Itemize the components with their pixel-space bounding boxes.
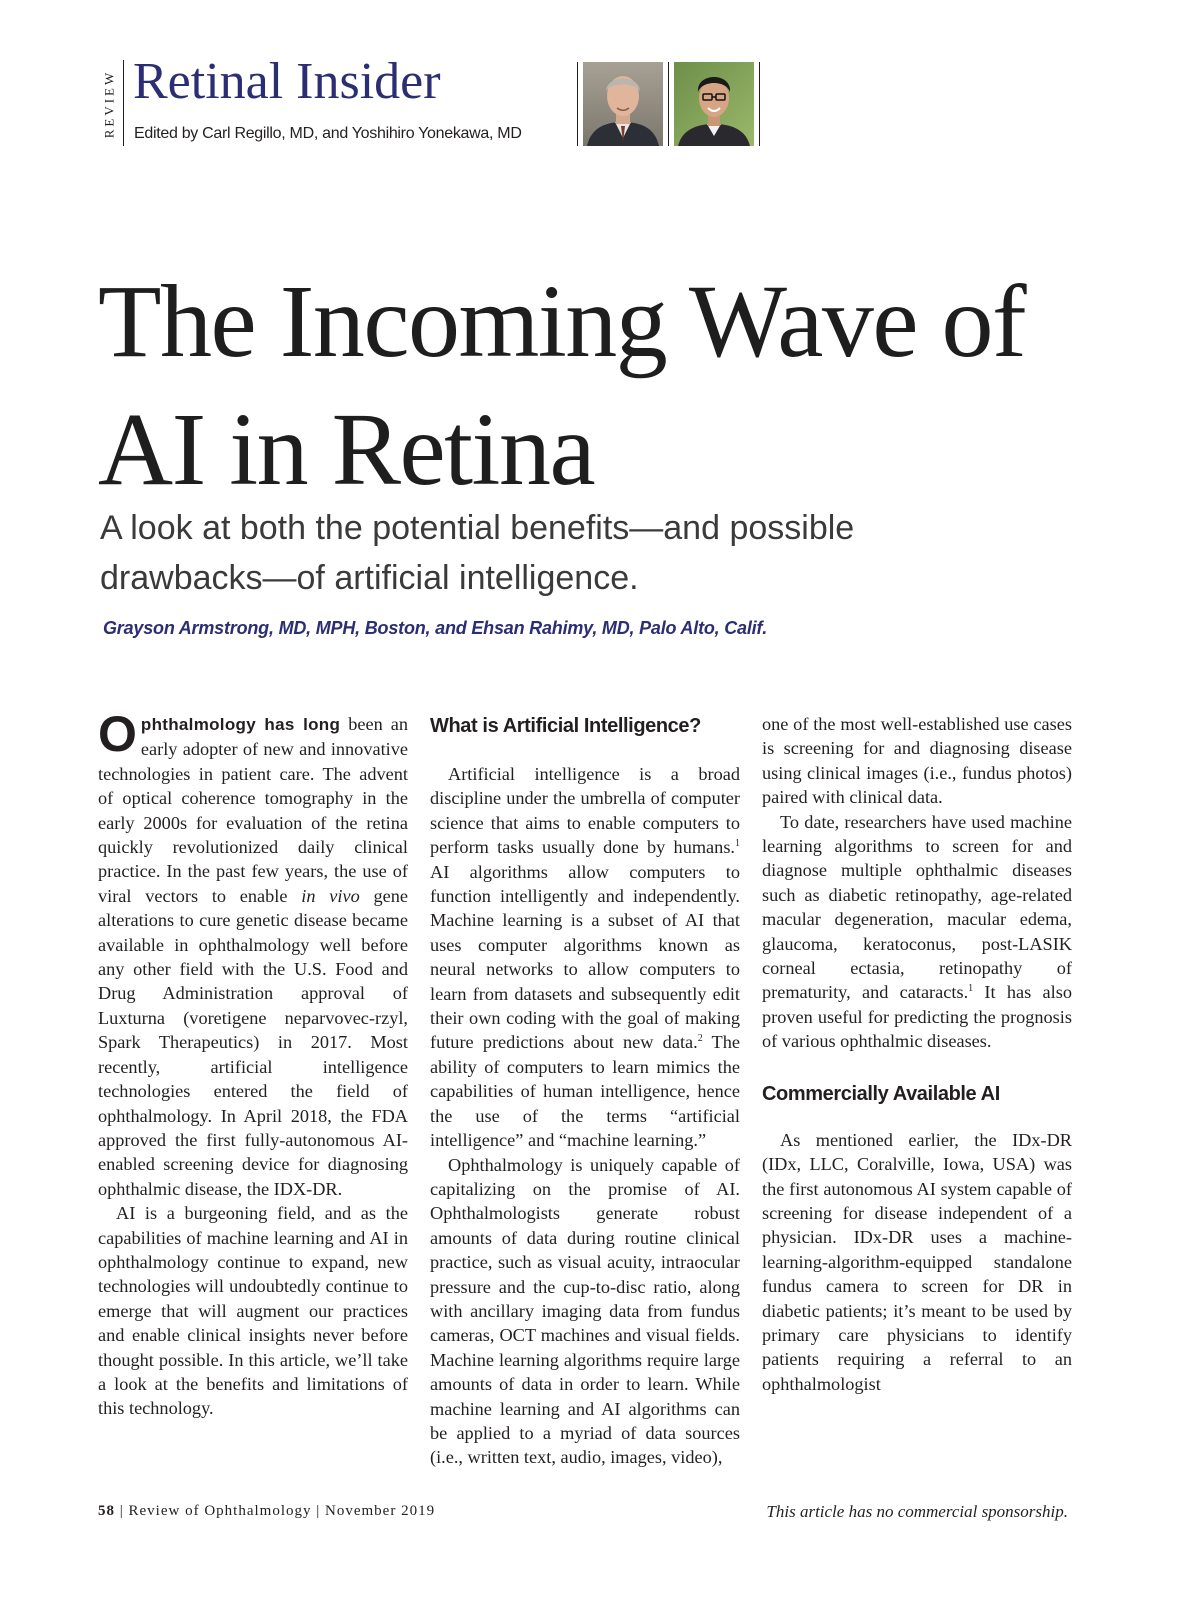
article-title [98, 258, 1098, 514]
paragraph [430, 762, 740, 1153]
lead-in: phthalmology has long [140, 715, 341, 734]
page-number: 58 [98, 1503, 115, 1519]
drop-cap: O [98, 706, 137, 762]
editor-portrait-1 [583, 62, 663, 146]
department-title: Retinal Insider [133, 53, 441, 110]
article-deck [100, 503, 980, 603]
title-line-1: The Incoming Wave of [98, 264, 1026, 379]
section-label-text: REVIEW [101, 69, 117, 139]
body-column-2 [430, 712, 740, 1470]
deck-line-1: A look at both the potential benefits—and possible [100, 509, 855, 547]
section-label [100, 62, 118, 146]
paragraph-text: Ophthalmology is uniquely capable of capitalizing on the promise of AI. Ophthalmologists generate robust amounts of data during routine clinical practice, such as visual acuity, intraocular pressure and the cup-to-disc ratio, along with ancillary imaging data from fundus cameras, OCT machines and visual fields. Machine learning algorithms require large amounts of data in order to learn. While machine learning and AI algorithms can be applied to a myriad of data sources (i.e., written text, audio, images, video), [430, 1154, 740, 1468]
subhead-commercially-available-ai: Commercially Available AI [762, 1082, 1000, 1105]
editor-portrait-2 [674, 62, 754, 146]
paragraph-continued: one of the most well-established use cases is screening for and diagnosing disease using clinical images (i.e., fundus photos) paired with clinical data. [762, 714, 1072, 808]
paragraph-text: To date, researchers have used machine learning algorithms to screen for and diagnose multiple ophthalmic diseases such as diabetic retinopathy, age-related macular degeneration, macular edema, glaucoma, keratoconus, post-LASIK corneal ectasia, retinopathy of prematurity, and cataracts. [762, 811, 1072, 1003]
publication-name: Review of Ophthalmology [128, 1503, 312, 1519]
paragraph-text: gene alterations to cure genetic disease became available in ophthalmology well before any other field with the U.S. Food and Drug Administration approval of Luxturna (voretigene neparvovec-rzyl, Spark Therapeutics) in 2017. Most recently, artificial intelligence technologies entered the field of ophthalmology. In April 2018, the FDA approved the first fully-autonomous AI-enabled screening device for diagnosing ophthalmic disease, the IDX-DR. [98, 885, 408, 1199]
body-column-1 [98, 706, 409, 1421]
paragraph-flow [430, 1153, 740, 1470]
paragraph: As mentioned earlier, the IDx-DR (IDx, LLC, Coralville, Iowa, USA) was the first autonomous AI system capable of screening for disease independent of a physician. IDx-DR uses a machine-learning-algorithm-equipped standalone fundus camera to screen for DR in diabetic patients; it’s meant to be used by primary care physicians to identify patients requiring a referral to an ophthalmologist [762, 1129, 1072, 1394]
sponsorship-note: This article has no commercial sponsorship. [766, 1502, 1068, 1521]
photo-divider [668, 62, 669, 146]
paragraph [762, 810, 1072, 1054]
paragraph-text: AI algorithms allow computers to function intelligently and independently. Machine learning is a subset of AI that uses computer algorithms known as neural networks to allow computers to learn from datasets and subsequently edit their own coding with the goal of making future predictions about new data. [430, 861, 740, 1053]
issue-date: November 2019 [325, 1503, 436, 1519]
photo-divider [759, 62, 760, 146]
reference-marker: 1 [735, 838, 740, 850]
editors-credit: Edited by Carl Regillo, MD, and Yoshihiro Yonekawa, MD [134, 125, 522, 142]
header-divider [123, 60, 124, 146]
subhead-what-is-ai: What is Artificial Intelligence? [430, 715, 701, 737]
reference-marker: 1 [968, 983, 974, 995]
paragraph-text: It has also proven useful for predicting the prognosis of various ophthalmic diseases. [762, 982, 1072, 1052]
paragraph: AI is a burgeoning field, and as the capabilities of machine learning and AI in ophthalmology continue to expand, new technologies will undoubtedly continue to emerge that will augment our practices and enable clinical insights never before thought possible. In this article, we’ll take a look at the benefits and limitations of this technology. [98, 1203, 408, 1419]
title-line-2: AI in Retina [98, 392, 595, 507]
page-folio: 58 | Review of Ophthalmology | November 2019 [98, 1503, 436, 1519]
paragraph-text: The ability of computers to learn mimics the capabilities of human intelligence, hence the use of the terms “artificial intelligence” and “machine learning.” [430, 1032, 740, 1151]
article-byline: Grayson Armstrong, MD, MPH, Boston, and Ehsan Rahimy, MD, Palo Alto, Calif. [103, 618, 768, 638]
paragraph-text: Artificial intelligence is a broad discipline under the umbrella of computer science that aims to enable computers to perform tasks usually done by humans. [430, 764, 740, 858]
paragraph [98, 706, 409, 1201]
editor-photo-regillo [583, 62, 663, 146]
body-column-3 [762, 712, 1072, 1396]
deck-line-2: drawbacks—of artificial intelligence. [100, 559, 639, 597]
reference-marker: 2 [697, 1033, 703, 1045]
editor-photo-yonekawa [674, 62, 754, 146]
italic-term: in vivo [301, 885, 360, 906]
photo-divider [577, 62, 578, 146]
paragraph-text: been an early adopter of new and innovative technologies in patient care. The advent of optical coherence tomography in the early 2000s for evaluation of the retina quickly revolutionized daily clinical practice. In the past few years, the use of viral vectors to enable [98, 714, 409, 906]
